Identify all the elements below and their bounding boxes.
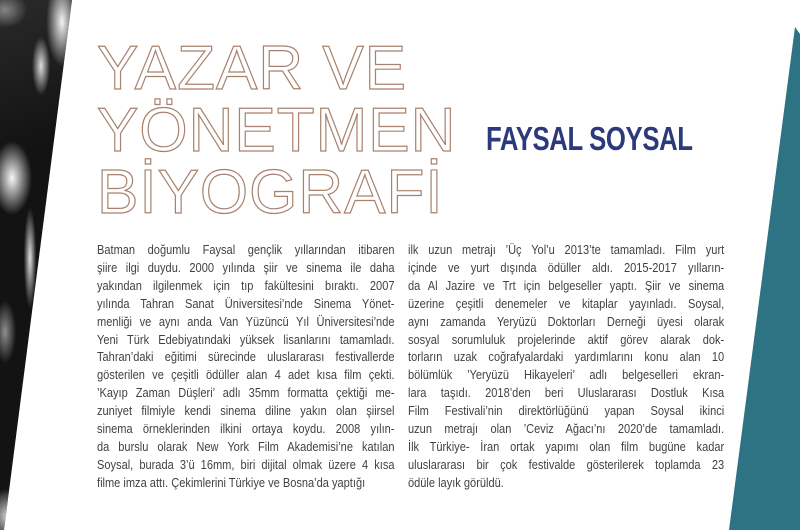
portrait-photo — [0, 0, 76, 530]
bio-text-line: lara taşıdı. 2018’den beri Uluslararası Dostluk Kısa — [408, 385, 725, 401]
bio-text-line: yılında Tahran Sanat Üniversitesi’nde Sinema Yönet- — [97, 295, 395, 311]
bio-text-line: da burslu olarak New York Film Akademisi’ne katılan — [97, 438, 395, 454]
title-line-2: YÖNETMEN — [97, 96, 457, 165]
bio-text-line: ilk uzun metrajı ’Üç Yol’u 2013’te tamamladı. Film yurt — [408, 242, 725, 257]
bio-text-line: torların uzak coğrafyalardaki yardımlarını konu alan 10 — [408, 349, 725, 365]
bio-text-line: uzun metrajı olan ’Ceviz Ağacı’nı 2020’de tamamladı. — [408, 421, 725, 437]
bio-text-line: yakından ilgilenmek için tıp fakültesini bıraktı. 2007 — [97, 277, 395, 293]
bio-text-line: İlk Türkiye- İran ortak yapımı olan film bugüne kadar — [408, 438, 725, 454]
bio-column-right — [408, 241, 724, 492]
bio-column-left — [97, 241, 395, 492]
bio-text-line: üzerine çeşitli denemeler ve kitaplar yayınladı. Soysal, — [408, 295, 725, 311]
bio-text-line: içinde ve yurt dışında ödüller aldı. 2015-2017 yılların- — [408, 259, 725, 275]
title-line-3: BİYOGRAFİ — [97, 158, 444, 227]
bio-text-line: ’Kayıp Zaman Düşleri’ adlı 35mm formatta çektiği me- — [97, 385, 395, 401]
bio-text-line: filme imza attı. Çekimlerini Türkiye ve Bosna’da yaptığı — [97, 474, 366, 490]
author-name: FAYSAL SOYSAL — [486, 120, 693, 157]
bio-text-line: Yeni Türk Edebiyatındaki yüksek lisanlarını tamamladı. — [97, 331, 395, 347]
bio-text-line: zuniyet filmiyle kendi sinema diline yakın olan şiirsel — [97, 403, 395, 419]
bio-text-line: uluslararası bir çok festivalde gösterilerek toplamda 23 — [408, 456, 725, 472]
bio-text-line: gösterilen ve çeşitli ödüller alan 4 adet kısa film çekti. — [97, 367, 395, 383]
bio-text-line: Batman doğumlu Faysal gençlik yıllarından itibaren — [97, 242, 395, 257]
bio-text-line: şiire ilgi duydu. 2000 yılında şiir ve sinema ile daha — [97, 259, 395, 275]
bio-text-line: Film Festivali’nin direktörlüğünü yapan Soysal ikinci — [408, 403, 725, 419]
bio-text-line: Soysal, burada 3’ü 16mm, biri dijital olmak üzere 4 kısa — [97, 456, 395, 472]
bio-text-line: sosyal sorumluluk projelerinde aktif görev alarak dok- — [408, 331, 725, 347]
bio-text-line: aynı zamanda Yeryüzü Doktorları Derneği üyesi olarak — [408, 313, 725, 329]
bio-text-line: bölümlük ’Yeryüzü Hikayeleri’ adlı belgeselleri ekran- — [408, 367, 725, 383]
bio-text-line: sinema örneklerinden ilkini ortaya koydu. 2008 yılın- — [97, 421, 395, 437]
bio-text-line: Tahran’daki eğitimi sürecinde uluslararası festivallerde — [97, 349, 395, 365]
bio-text-line: da Al Jazire ve Trt için belgeseller yaptı. Şiir ve sinema — [408, 277, 725, 293]
bio-text-line: ödüle layık görüldü. — [408, 474, 504, 490]
bio-text-line: menliği ve aynı anda Van Yüzüncü Yıl Üniversitesi’nde — [97, 313, 395, 329]
title-line-1: YAZAR VE — [97, 34, 408, 103]
